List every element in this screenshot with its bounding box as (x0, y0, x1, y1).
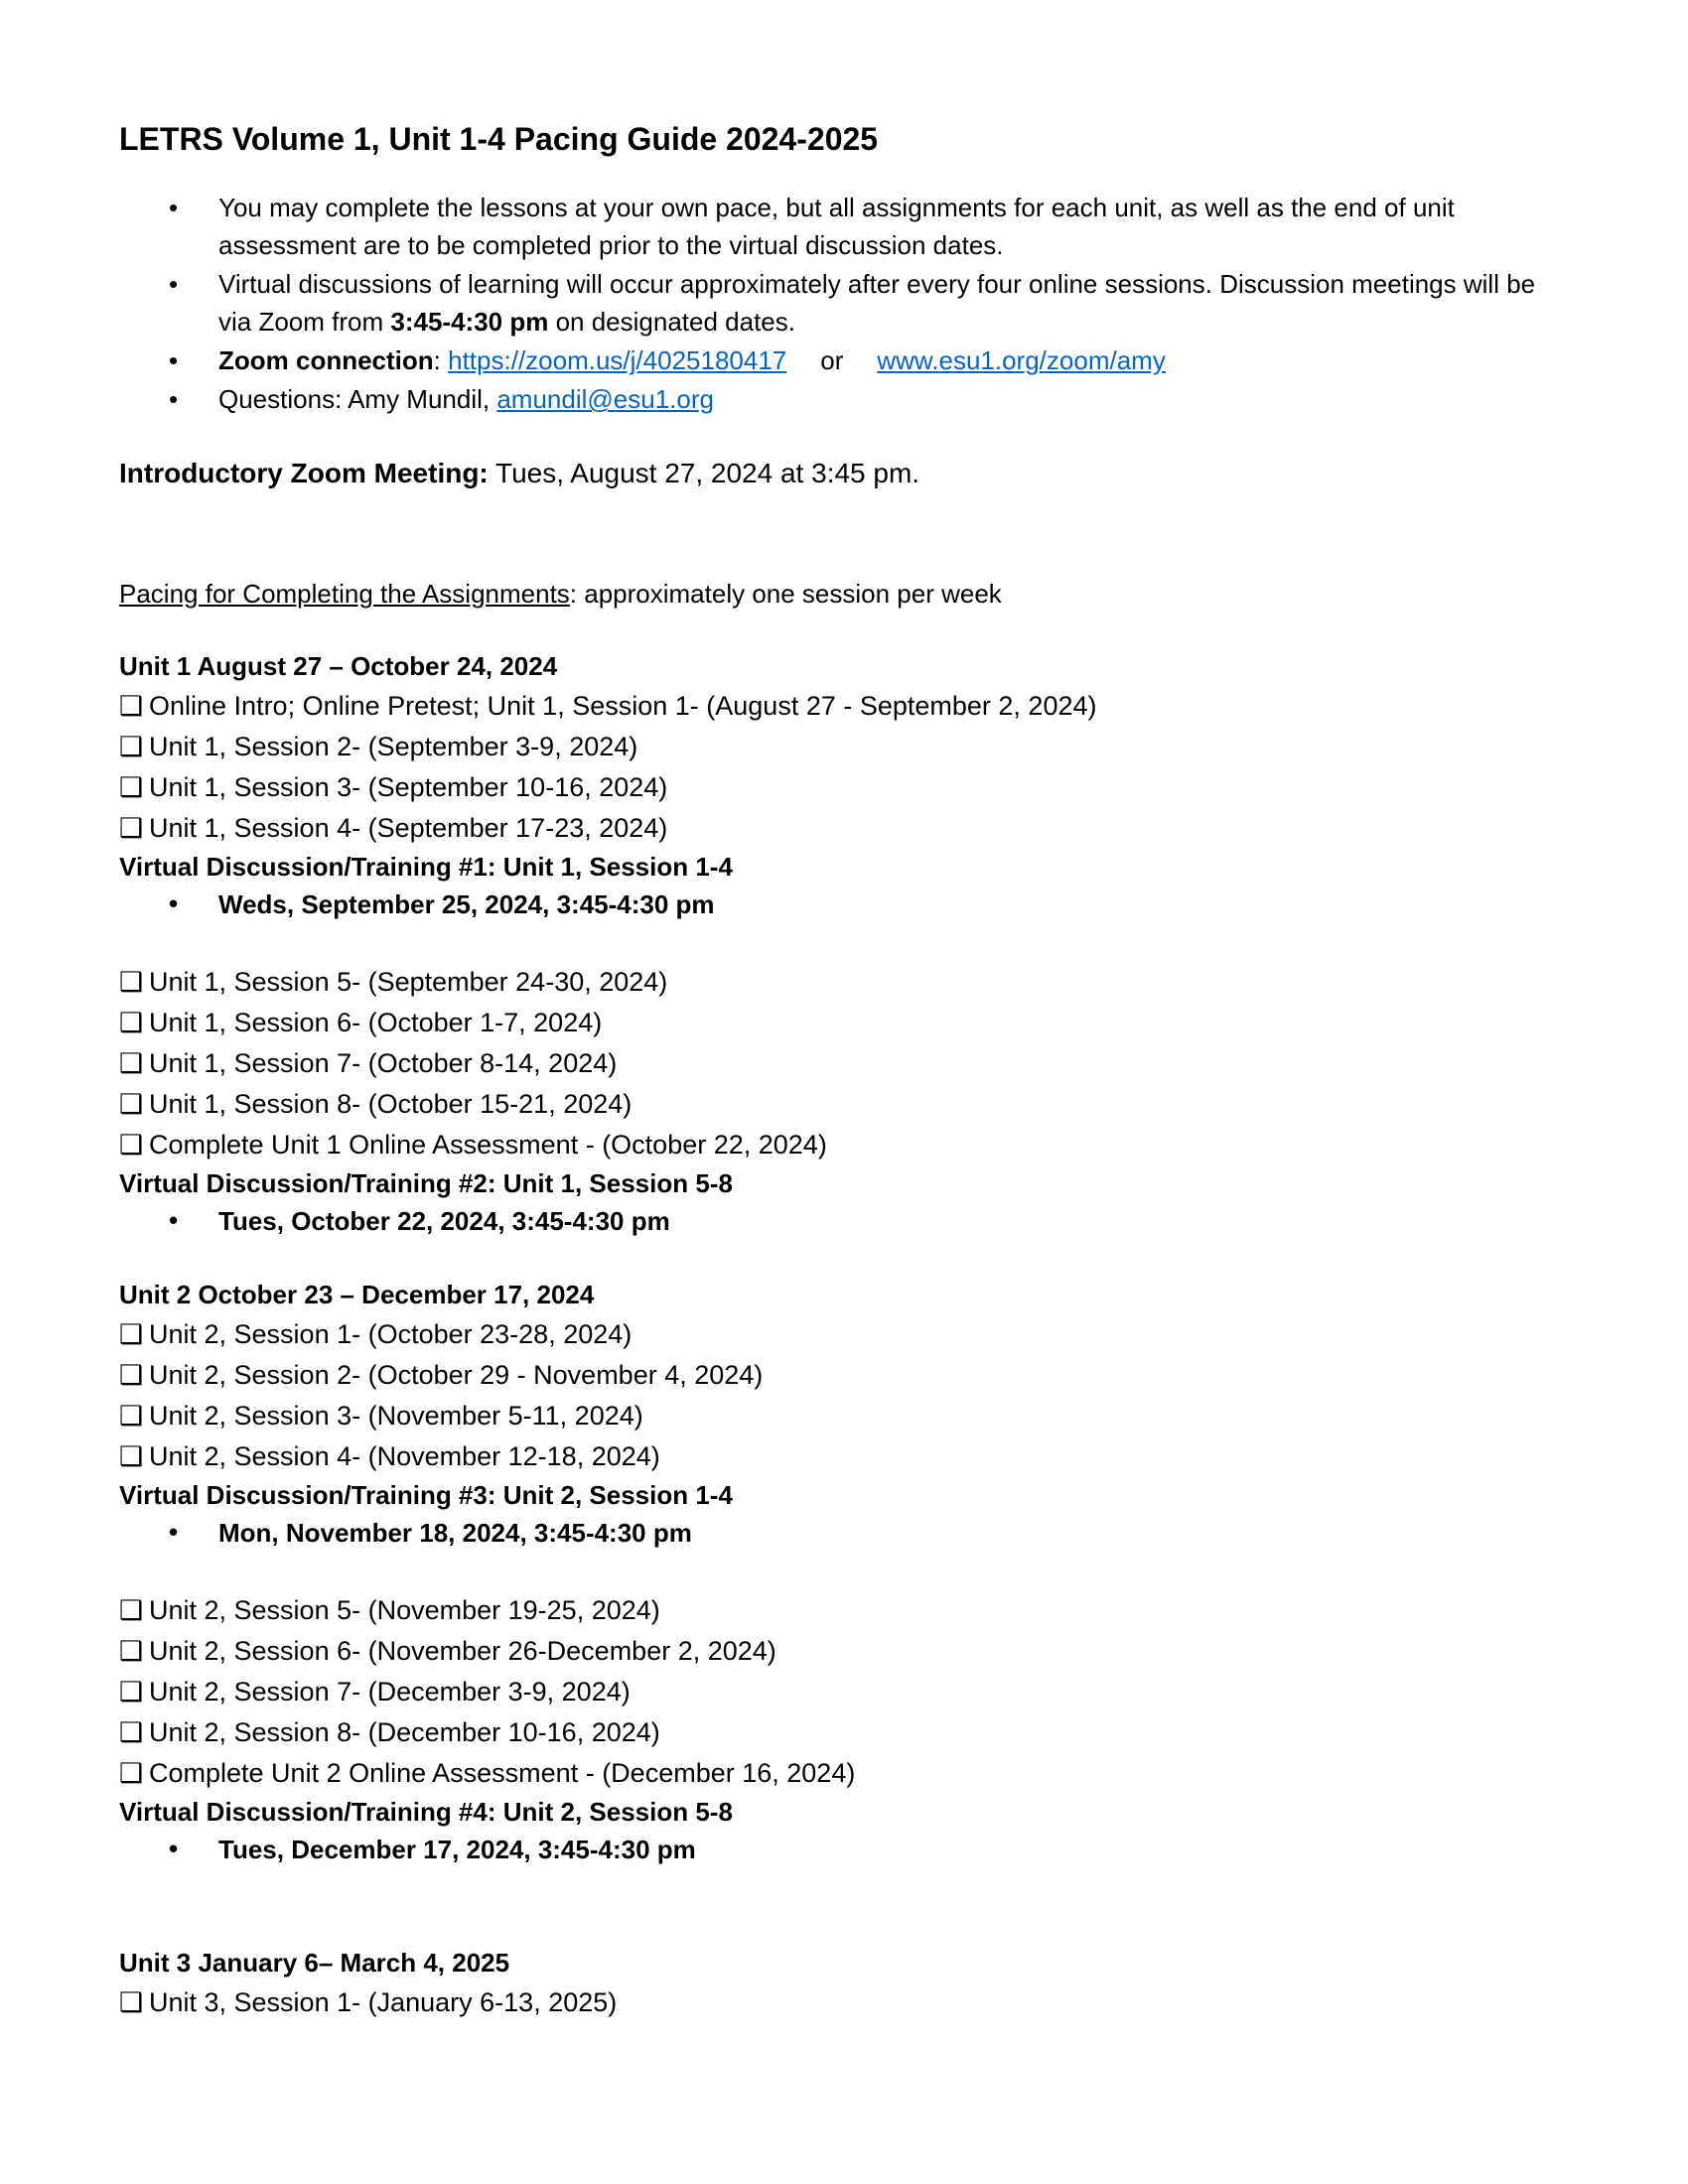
checklist-item[interactable] (119, 1003, 1569, 1043)
unit-1-sessions-5-8 (119, 962, 1569, 1241)
checklist-item[interactable] (119, 1631, 1569, 1672)
checklist-item[interactable] (119, 1084, 1569, 1125)
checklist-label: Unit 1, Session 3- (September 10-16, 2024) (149, 772, 668, 802)
checklist-label: Unit 1, Session 7- (October 8-14, 2024) (149, 1048, 618, 1078)
checklist-item[interactable] (119, 1436, 1569, 1477)
checklist-label: Unit 1, Session 8- (October 15-21, 2024) (149, 1089, 633, 1119)
unit-1-heading: Unit 1 August 27 – October 24, 2024 (119, 651, 558, 681)
checklist-item[interactable] (119, 1043, 1569, 1084)
virtual-discussion-4-heading: Virtual Discussion/Training #4: Unit 2, Session 5-8 (119, 1797, 733, 1827)
intro-meeting-label: Introductory Zoom Meeting: (119, 458, 489, 488)
checklist-label: Unit 2, Session 8- (December 10-16, 2024) (149, 1717, 660, 1747)
checklist-label: Unit 3, Session 1- (January 6-13, 2025) (149, 1987, 618, 2017)
checkbox-icon[interactable]: ❑ (119, 1595, 144, 1625)
checklist-label: Complete Unit 2 Online Assessment - (December 16, 2024) (149, 1758, 856, 1788)
checklist-item[interactable] (119, 1712, 1569, 1753)
checkbox-icon[interactable]: ❑ (119, 813, 144, 843)
document-page (119, 119, 1569, 2023)
instruction-text: You may complete the lessons at your own pace, but all assignments for each unit, as well as the end of unit assessment are to be completed prior to the virtual discussion dates. (218, 193, 1455, 260)
checkbox-icon[interactable]: ❑ (119, 1441, 144, 1471)
checklist-item[interactable] (119, 1672, 1569, 1712)
checkbox-icon[interactable]: ❑ (119, 1089, 144, 1119)
checklist-label: Unit 2, Session 6- (November 26-December 2, 2024) (149, 1636, 776, 1666)
instruction-item-pace (119, 189, 1569, 264)
virtual-discussion-3-date: • Mon, November 18, 2024, 3:45-4:30 pm (119, 1513, 1569, 1553)
bullet-icon: • (169, 888, 179, 918)
checkbox-icon[interactable]: ❑ (119, 967, 144, 997)
intro-meeting (119, 454, 1569, 493)
unit-3-heading: Unit 3 January 6– March 4, 2025 (119, 1948, 510, 1978)
checklist-item[interactable] (119, 962, 1569, 1003)
checkbox-icon[interactable]: ❑ (119, 1048, 144, 1078)
unit-2-sessions-5-8 (119, 1590, 1569, 1869)
checkbox-icon[interactable]: ❑ (119, 1008, 144, 1037)
instruction-text: Virtual discussions of learning will occur approximately after every four online sessions. Discussion meetings will be via Zoom from (218, 269, 1536, 337)
checklist-label: Unit 1, Session 4- (September 17-23, 2024) (149, 813, 668, 843)
checkbox-icon[interactable]: ❑ (119, 772, 144, 802)
checklist-label: Unit 1, Session 2- (September 3-9, 2024) (149, 732, 638, 761)
checklist-item[interactable] (119, 727, 1569, 767)
questions-text: Questions: Amy Mundil, (218, 384, 497, 414)
pacing-title: Pacing for Completing the Assignments (119, 579, 570, 609)
instructions-list (119, 189, 1569, 418)
document-title: LETRS Volume 1, Unit 1-4 Pacing Guide 2024-2025 (119, 121, 879, 157)
checklist-label: Complete Unit 1 Online Assessment - (October 22, 2024) (149, 1130, 827, 1160)
checklist-item[interactable] (119, 1314, 1569, 1355)
checklist-item[interactable] (119, 1396, 1569, 1436)
virtual-discussion-4-date: • Tues, December 17, 2024, 3:45-4:30 pm (119, 1830, 1569, 1869)
checklist-label: Unit 1, Session 5- (September 24-30, 2024) (149, 967, 668, 997)
checklist-label: Online Intro; Online Pretest; Unit 1, Session 1- (August 27 - September 2, 2024) (149, 691, 1097, 721)
intro-meeting-date: Tues, August 27, 2024 at 3:45 pm. (488, 458, 920, 488)
pacing-heading (119, 575, 1569, 613)
checklist-label: Unit 2, Session 1- (October 23-28, 2024) (149, 1319, 633, 1349)
zoom-or-text: or (820, 345, 844, 375)
checkbox-icon[interactable]: ❑ (119, 1987, 144, 2017)
virtual-discussion-2-heading: Virtual Discussion/Training #2: Unit 1, Session 5-8 (119, 1168, 733, 1198)
checklist-label: Unit 1, Session 6- (October 1-7, 2024) (149, 1008, 603, 1037)
checklist-label: Unit 2, Session 2- (October 29 - November 4, 2024) (149, 1360, 764, 1390)
meeting-time: 3:45-4:30 pm (390, 307, 549, 337)
bullet-icon: • (169, 269, 179, 299)
checkbox-icon[interactable]: ❑ (119, 1717, 144, 1747)
checklist-item[interactable] (119, 1125, 1569, 1165)
bullet-icon: • (169, 1517, 179, 1547)
checklist-label: Unit 2, Session 5- (November 19-25, 2024) (149, 1595, 660, 1625)
checkbox-icon[interactable]: ❑ (119, 1130, 144, 1160)
bullet-icon: • (169, 384, 179, 414)
checklist-item[interactable] (119, 808, 1569, 849)
checklist-label: Unit 2, Session 3- (November 5-11, 2024) (149, 1401, 643, 1431)
pacing-description: : approximately one session per week (569, 579, 1002, 609)
virtual-discussion-1-date: • Weds, September 25, 2024, 3:45-4:30 pm (119, 885, 1569, 924)
checklist-item[interactable] (119, 1982, 1569, 2023)
checklist-item[interactable] (119, 1355, 1569, 1396)
checkbox-icon[interactable]: ❑ (119, 1677, 144, 1706)
unit-2-heading: Unit 2 October 23 – December 17, 2024 (119, 1280, 595, 1309)
checklist-item[interactable] (119, 686, 1569, 727)
bullet-icon: • (169, 345, 179, 375)
checklist-item[interactable] (119, 1590, 1569, 1631)
virtual-discussion-2-date: • Tues, October 22, 2024, 3:45-4:30 pm (119, 1201, 1569, 1241)
checkbox-icon[interactable]: ❑ (119, 1636, 144, 1666)
instruction-item-discussions (119, 265, 1569, 341)
checkbox-icon[interactable]: ❑ (119, 1758, 144, 1788)
zoom-alt-link[interactable]: www.esu1.org/zoom/amy (877, 345, 1166, 375)
bullet-icon: • (169, 1834, 179, 1863)
checkbox-icon[interactable]: ❑ (119, 691, 144, 721)
checklist-label: Unit 2, Session 4- (November 12-18, 2024) (149, 1441, 660, 1471)
instruction-item-zoom (119, 341, 1569, 379)
virtual-discussion-1-heading: Virtual Discussion/Training #1: Unit 1, Session 1-4 (119, 852, 733, 882)
zoom-label: Zoom connection (218, 345, 434, 375)
bullet-icon: • (169, 193, 179, 222)
checklist-item[interactable] (119, 767, 1569, 808)
zoom-colon: : (433, 345, 449, 375)
zoom-link[interactable]: https://zoom.us/j/4025180417 (448, 345, 787, 375)
virtual-discussion-3-heading: Virtual Discussion/Training #3: Unit 2, Session 1-4 (119, 1480, 733, 1510)
checkbox-icon[interactable]: ❑ (119, 732, 144, 761)
checklist-label: Unit 2, Session 7- (December 3-9, 2024) (149, 1677, 631, 1706)
contact-email-link[interactable]: amundil@esu1.org (496, 384, 714, 414)
checkbox-icon[interactable]: ❑ (119, 1401, 144, 1431)
checkbox-icon[interactable]: ❑ (119, 1319, 144, 1349)
checkbox-icon[interactable]: ❑ (119, 1360, 144, 1390)
instruction-text: on designated dates. (548, 307, 795, 337)
checklist-item[interactable] (119, 1753, 1569, 1794)
instruction-item-questions (119, 380, 1569, 418)
bullet-icon: • (169, 1205, 179, 1235)
